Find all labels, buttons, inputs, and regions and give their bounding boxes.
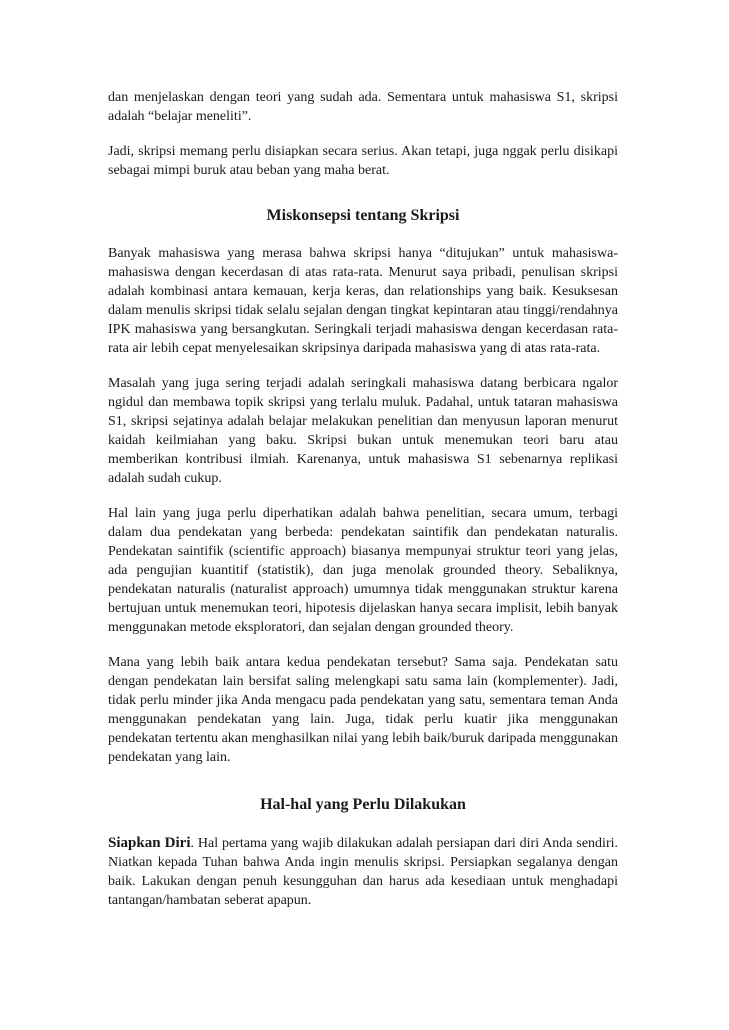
- body-paragraph: Masalah yang juga sering terjadi adalah seringkali mahasiswa datang berbicara ngalor ngidul dan membawa topik skripsi yang terlalu muluk. Padahal, untuk tataran mahasiswa S1, skripsi sejatinya adalah belajar melakukan penelitian dan menyusun laporan menurut kaidah keilmiahan yang baku. Skripsi bukan untuk menemukan teori baru atau memberikan kontribusi ilmiah. Karenanya, untuk mahasiswa S1 sebenarnya replikasi adalah sudah cukup.: [108, 376, 618, 486]
- body-paragraph: Mana yang lebih baik antara kedua pendekatan tersebut? Sama saja. Pendekatan satu dengan pendekatan lain bersifat saling melengkapi satu sama lain (komplementer). Jadi, tidak perlu minder jika Anda mengacu pada pendekatan yang satu, sementara teman Anda menggunakan pendekatan yang lain. Juga, tidak perlu kuatir jika menggunakan pendekatan tertentu akan menghasilkan nilai yang lebih baik/buruk daripada menggunakan pendekatan yang lain.: [108, 655, 618, 765]
- lead-text: . Hal pertama yang wajib dilakukan adalah persiapan dari diri Anda sendiri. Niatkan kepada Tuhan bahwa Anda ingin menulis skripsi. Persiapkan segalanya dengan baik. Lakukan dengan penuh kesungguhan dan harus ada kesediaan untuk menghadapi tantangan/hambatan seberat apapun.: [108, 836, 618, 908]
- intro-paragraph: Jadi, skripsi memang perlu disiapkan secara serius. Akan tetapi, juga nggak perlu disikapi sebagai mimpi buruk atau beban yang maha berat.: [108, 144, 618, 178]
- section-heading-miskonsepsi: Miskonsepsi tentang Skripsi: [266, 207, 460, 224]
- intro-paragraph: dan menjelaskan dengan teori yang sudah ada. Sementara untuk mahasiswa S1, skripsi adalah “belajar meneliti”.: [108, 90, 618, 124]
- body-paragraph: Hal lain yang juga perlu diperhatikan adalah bahwa penelitian, secara umum, terbagi dalam dua pendekatan yang berbeda: pendekatan saintifik dan pendekatan naturalis. Pendekatan saintifik (scientific approach) biasanya mempunyai struktur teori yang jelas, ada pengujian kuantitif (statistik), dan juga menolak grounded theory. Sebaliknya, pendekatan naturalis (naturalist approach) umumnya tidak menggunakan struktur karena bertujuan untuk menemukan teori, hipotesis dijelaskan hanya secara implisit, lebih banyak menggunakan metode eksploratori, dan sejalan dengan grounded theory.: [108, 506, 618, 635]
- body-paragraph: Banyak mahasiswa yang merasa bahwa skripsi hanya “ditujukan” untuk mahasiswa-mahasiswa dengan kecerdasan di atas rata-rata. Menurut saya pribadi, penulisan skripsi adalah kombinasi antara kemauan, kerja keras, dan relationships yang baik. Kesuksesan dalam menulis skripsi tidak selalu sejalan dengan tingkat kepintaran atau tinggi/rendahnya IPK mahasiswa yang bersangkutan. Seringkali terjadi mahasiswa dengan kecerdasan rata-rata air lebih cepat menyelesaikan skripsinya daripada mahasiswa yang di atas rata-rata.: [108, 246, 618, 356]
- section-heading-hal-hal: Hal-hal yang Perlu Dilakukan: [260, 796, 466, 813]
- lead-paragraph: [108, 834, 618, 910]
- document-page: [108, 88, 618, 926]
- lead-term: Siapkan Diri: [108, 835, 191, 851]
